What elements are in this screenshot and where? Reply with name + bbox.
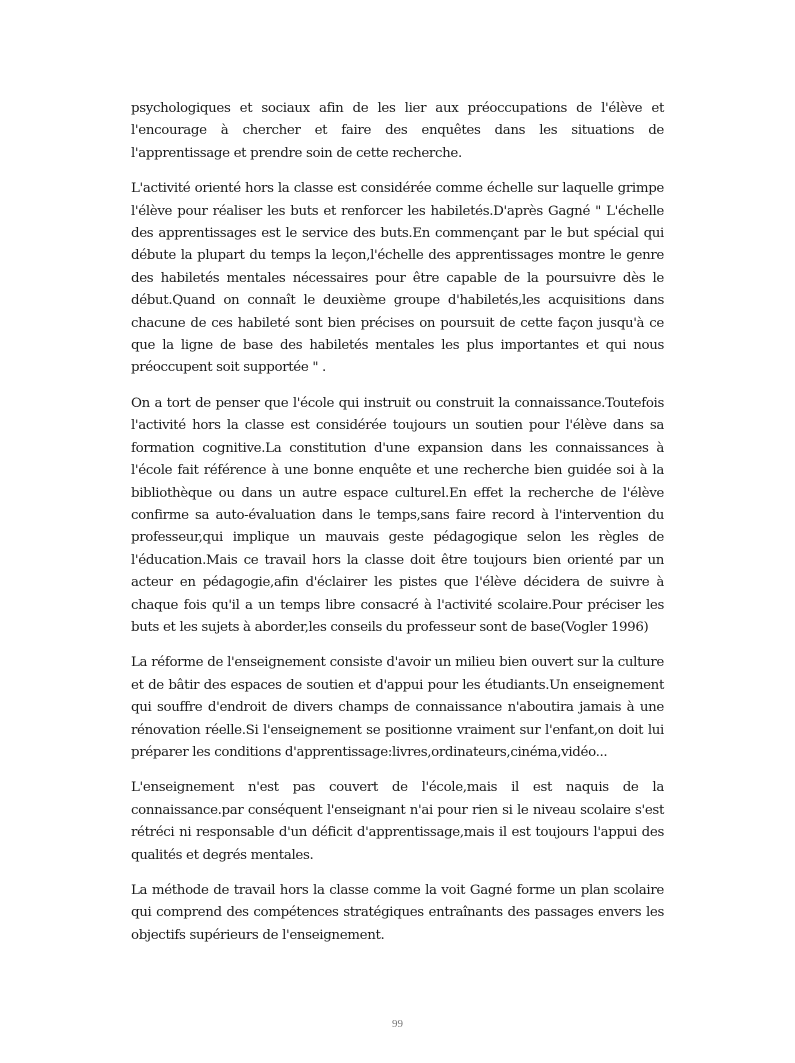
paragraph-5: L'enseignement n'est pas couvert de l'école,mais il est naquis de la connaissance.par conséquent l'enseignant n'ai pour rien si le niveau scolaire s'est rétréci ni responsable d'un déficit d'apprentissage,mais il est toujours l'appui des qualités et degrés mentales.	[131, 780, 664, 863]
page-number: 99	[392, 1018, 403, 1030]
paragraph-1: psychologiques et sociaux afin de les lier aux préoccupations de l'élève et l'encourage à chercher et faire des enquêtes dans les situations de l'apprentissage et prendre soin de cette recherche.	[131, 101, 664, 161]
body-text	[131, 98, 664, 960]
paragraph-6: La méthode de travail hors la classe comme la voit Gagné forme un plan scolaire qui comprend des compétences stratégiques entraînants des passages envers les objectifs supérieurs de l'enseignement.	[131, 883, 664, 943]
paragraph-4: La réforme de l'enseignement consiste d'avoir un milieu bien ouvert sur la culture et de bâtir des espaces de soutien et d'appui pour les étudiants.Un enseignement qui souffre d'endroit de divers champs de connaissance n'aboutira jamais à une rénovation réelle.Si l'enseignement se positionne vraiment sur l'enfant,on doit lui préparer les conditions d'apprentissage:livres,ordinateurs,cinéma,vidéo...	[131, 655, 664, 760]
paragraph-3: On a tort de penser que l'école qui instruit ou construit la connaissance.Toutefois l'activité hors la classe est considérée toujours un soutien pour l'élève dans sa formation cognitive.La constitution d'une expansion dans les connaissances à l'école fait référence à une bonne enquête et une recherche bien guidée soi à la bibliothèque ou dans un autre espace culturel.En effet la recherche de l'élève confirme sa auto-évaluation dans le temps,sans faire record à l'intervention du professeur,qui implique un mauvais geste pédagogique selon les règles de l'éducation.Mais ce travail hors la classe doit être toujours bien orienté par un acteur en pédagogie,afin d'éclairer les pistes que l'élève décidera de suivre à chaque fois qu'il a un temps libre consacré à l'activité scolaire.Pour préciser les buts et les sujets à aborder,les conseils du professeur sont de base(Vogler 1996)	[131, 395, 664, 635]
paragraph-2: L'activité orienté hors la classe est considérée comme échelle sur laquelle grimpe l'élève pour réaliser les buts et renforcer les habiletés.D'après Gagné " L'échelle des apprentissages est le service des buts.En commençant par le but spécial qui débute la plupart du temps la leçon,l'échelle des apprentissages montre le genre des habiletés mentales nécessaires pour être capable de la poursuivre dès le début.Quand on connaît le deuxième groupe d'habiletés,les acquisitions dans chacune de ces habileté sont bien précises on poursuit de cette façon jusqu'à ce que la ligne de base des habiletés mentales les plus importantes et qui nous préoccupent soit supportée " .	[131, 181, 664, 376]
